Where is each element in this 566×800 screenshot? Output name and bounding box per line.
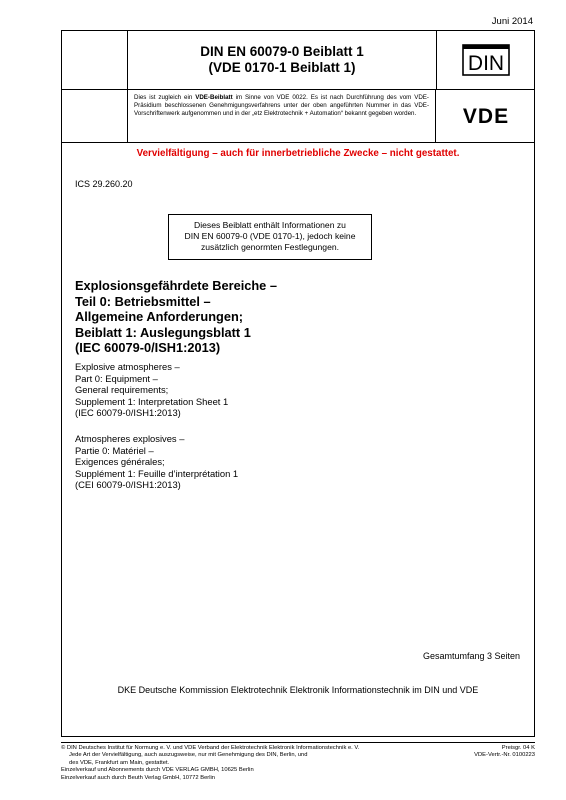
- dke-line: DKE Deutsche Kommission Elektrotechnik Elektronik Informationstechnik im DIN und VDE: [117, 685, 479, 695]
- price-group: Preisgr. 04 K: [501, 745, 535, 751]
- vde-logo: [437, 90, 534, 142]
- din-logo: [437, 31, 534, 89]
- page-count: Gesamtumfang 3 Seiten: [422, 651, 520, 661]
- footer-line: © DIN Deutsches Institut für Normung e. V. und VDE Verband der Elektrotechnik Elektronik Informationstechnik e. V.: [61, 745, 360, 751]
- header-left-cell-2: [62, 90, 128, 142]
- info-box-line: DIN EN 60079-0 (VDE 0170-1), jedoch keine: [184, 231, 356, 241]
- title-english: [75, 361, 228, 419]
- footer-line: des VDE, Frankfurt am Main, gestattet.: [69, 759, 170, 766]
- title-english-line: (IEC 60079-0/ISH1:2013): [75, 407, 181, 418]
- title-german-line: (IEC 60079-0/ISH1:2013): [75, 340, 221, 355]
- title-french-line: Atmospheres explosives –: [75, 433, 185, 444]
- title-french-line: Supplément 1: Feuille d’interprétation 1: [75, 467, 239, 479]
- title-german-line: Explosionsgefährdete Bereiche –: [75, 278, 277, 293]
- vde-note: Dies ist zugleich ein VDE-Beiblatt im Sinne von VDE 0022. Es ist nach Durchführung des vom VDE-Präsidium beschlossenen Genehmigungsverfahrens unter der oben angeführten Nummer in das VDE-Vorschriftenwerk aufgenommen und in der „etz Elektrotechnik + Automation“ bekannt gegeben worden.: [128, 90, 436, 142]
- title-french-line: Partie 0: Matériel –: [75, 444, 154, 456]
- info-box: [168, 214, 372, 260]
- document-number-line1: DIN EN 60079-0 Beiblatt 1: [200, 44, 364, 59]
- ics-code: ICS 29.260.20: [75, 179, 133, 189]
- order-number: VDE-Vertr.-Nr. 0100223: [474, 752, 535, 759]
- document-number: [128, 31, 437, 89]
- footer-copyright: [61, 745, 441, 782]
- header-bottom-row: [62, 90, 534, 143]
- document-number-line2: (VDE 0170-1 Beiblatt 1): [208, 60, 356, 75]
- footer-line: Einzelverkauf und Abonnements durch VDE VERLAG GMBH, 10625 Berlin: [61, 767, 254, 774]
- footer-divider: [61, 742, 535, 743]
- footer-line: Jede Art der Vervielfältigung, auch auszugsweise, nur mit Genehmigung des DIN, Berlin, und: [69, 752, 308, 759]
- document-frame: [61, 30, 535, 737]
- title-german-line: Beiblatt 1: Auslegungsblatt 1: [75, 324, 251, 340]
- title-english-line: Supplement 1: Interpretation Sheet 1: [75, 395, 229, 407]
- title-german-line: Allgemeine Anforderungen;: [75, 309, 244, 324]
- info-box-line: zusätzlich genormten Festlegungen.: [200, 242, 340, 252]
- title-english-line: General requirements;: [75, 384, 169, 395]
- title-german: [75, 278, 277, 356]
- info-box-line: Dieses Beiblatt enthält Informationen zu: [194, 220, 346, 230]
- header-top-row: [62, 31, 534, 90]
- title-german-line: Teil 0: Betriebsmittel –: [75, 293, 211, 309]
- header-left-cell: [62, 31, 128, 89]
- title-french-line: (CEI 60079-0/ISH1:2013): [75, 479, 181, 490]
- svg-text:VDE: VDE: [462, 105, 509, 127]
- footer-line: Einzelverkauf auch durch Beuth Verlag GmbH, 10772 Berlin: [61, 774, 216, 781]
- reproduction-notice: Vervielfältigung – auch für innerbetriebliche Zwecke – nicht gestattet.: [136, 148, 460, 159]
- title-english-line: Part 0: Equipment –: [75, 372, 158, 384]
- title-french-line: Exigences générales;: [75, 456, 165, 467]
- title-french: [75, 433, 238, 491]
- svg-text:DIN: DIN: [467, 52, 504, 75]
- publication-date: Juni 2014: [491, 16, 533, 27]
- title-english-line: Explosive atmospheres –: [75, 361, 180, 372]
- footer-price: [474, 745, 535, 760]
